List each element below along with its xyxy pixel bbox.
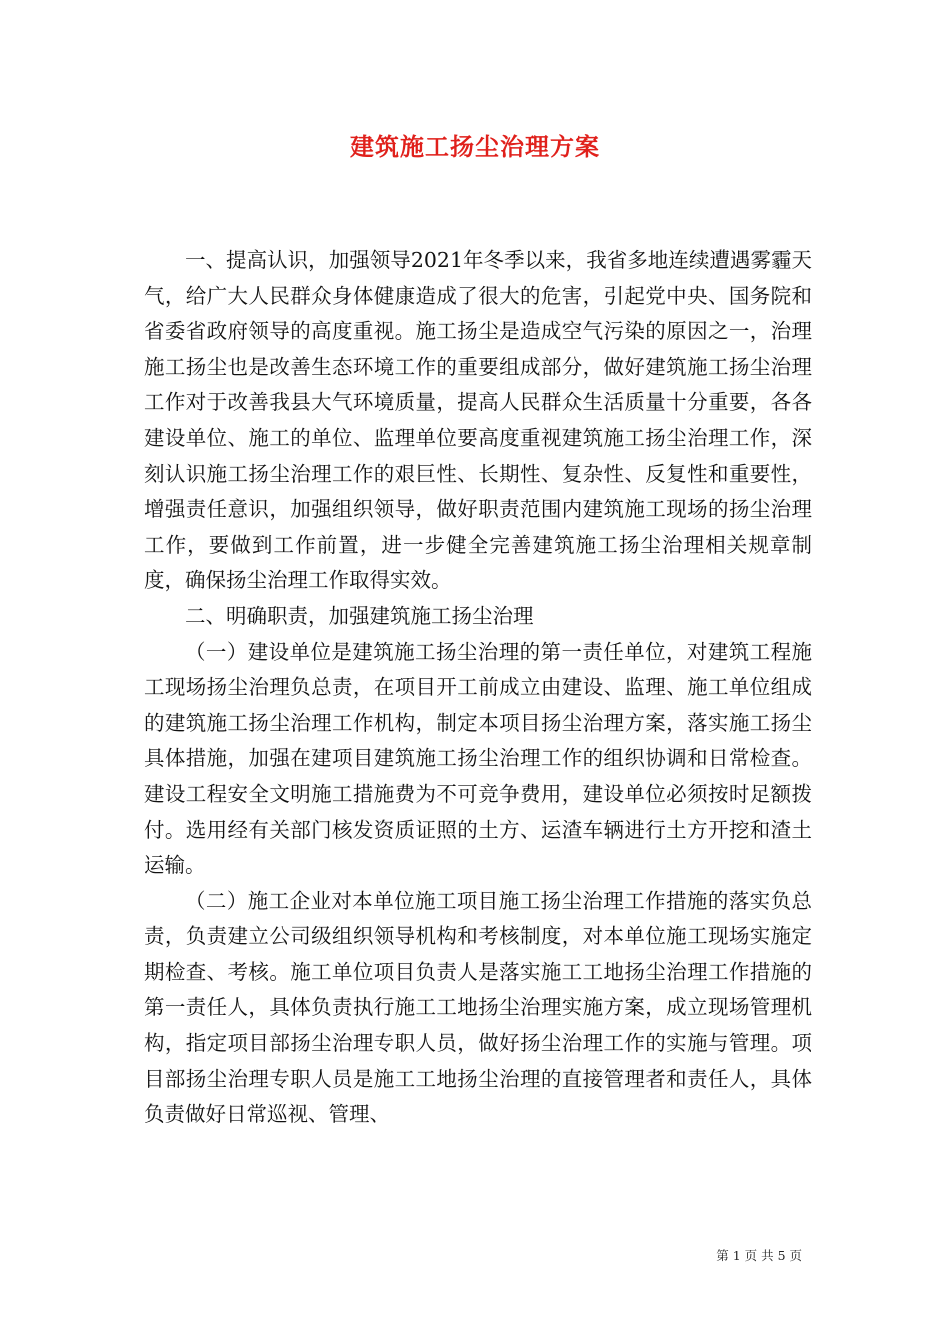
paragraph-1: 一、提高认识，加强领导2021年冬季以来，我省多地连续遭遇雾霾天气，给广大人民群众身体健康造成了很大的危害，引起党中央、国务院和省委省政府领导的高度重视。施工扬尘是造成空气污染的原因之一，治理施工扬尘也是改善生态环境工作的重要组成部分，做好建筑施工扬尘治理工作对于改善我县大气环境质量，提高人民群众生活质量十分重要，各各建设单位、施工的单位、监理单位要高度重视建筑施工扬尘治理工作，深刻认识施工扬尘治理工作的艰巨性、长期性、复杂性、反复性和重要性，增强责任意识，加强组织领导，做好职责范围内建筑施工现场的扬尘治理工作，要做到工作前置，进一步健全完善建筑施工扬尘治理相关规章制度，确保扬尘治理工作取得实效。	[144, 248, 812, 593]
page-number-footer: 第 1 页 共 5 页	[716, 1248, 802, 1263]
paragraph-3: （一）建设单位是建筑施工扬尘治理的第一责任单位，对建筑工程施工现场扬尘治理负总责，在项目开工前成立由建设、监理、施工单位组成的建筑施工扬尘治理工作机构，制定本项目扬尘治理方案，落实施工扬尘具体措施，加强在建项目建筑施工扬尘治理工作的组织协调和日常检查。建设工程安全文明施工措施费为不可竞争费用，建设单位必须按时足额拨付。选用经有关部门核发资质证照的土方、运渣车辆进行土方开挖和渣土运输。	[144, 639, 812, 878]
paragraph-4: （二）施工企业对本单位施工项目施工扬尘治理工作措施的落实负总责，负责建立公司级组织领导机构和考核制度，对本单位施工现场实施定期检查、考核。施工单位项目负责人是落实施工工地扬尘治理工作措施的第一责任人，具体负责执行施工工地扬尘治理实施方案，成立现场管理机构，指定项目部扬尘治理专职人员，做好扬尘治理工作的实施与管理。项目部扬尘治理专职人员是施工工地扬尘治理的直接管理者和责任人，具体负责做好日常巡视、管理、	[144, 888, 812, 1127]
section-heading-2: 二、明确职责，加强建筑施工扬尘治理	[185, 603, 534, 628]
page-title: 建筑施工扬尘治理方案	[350, 132, 600, 161]
document-body	[144, 243, 812, 1133]
